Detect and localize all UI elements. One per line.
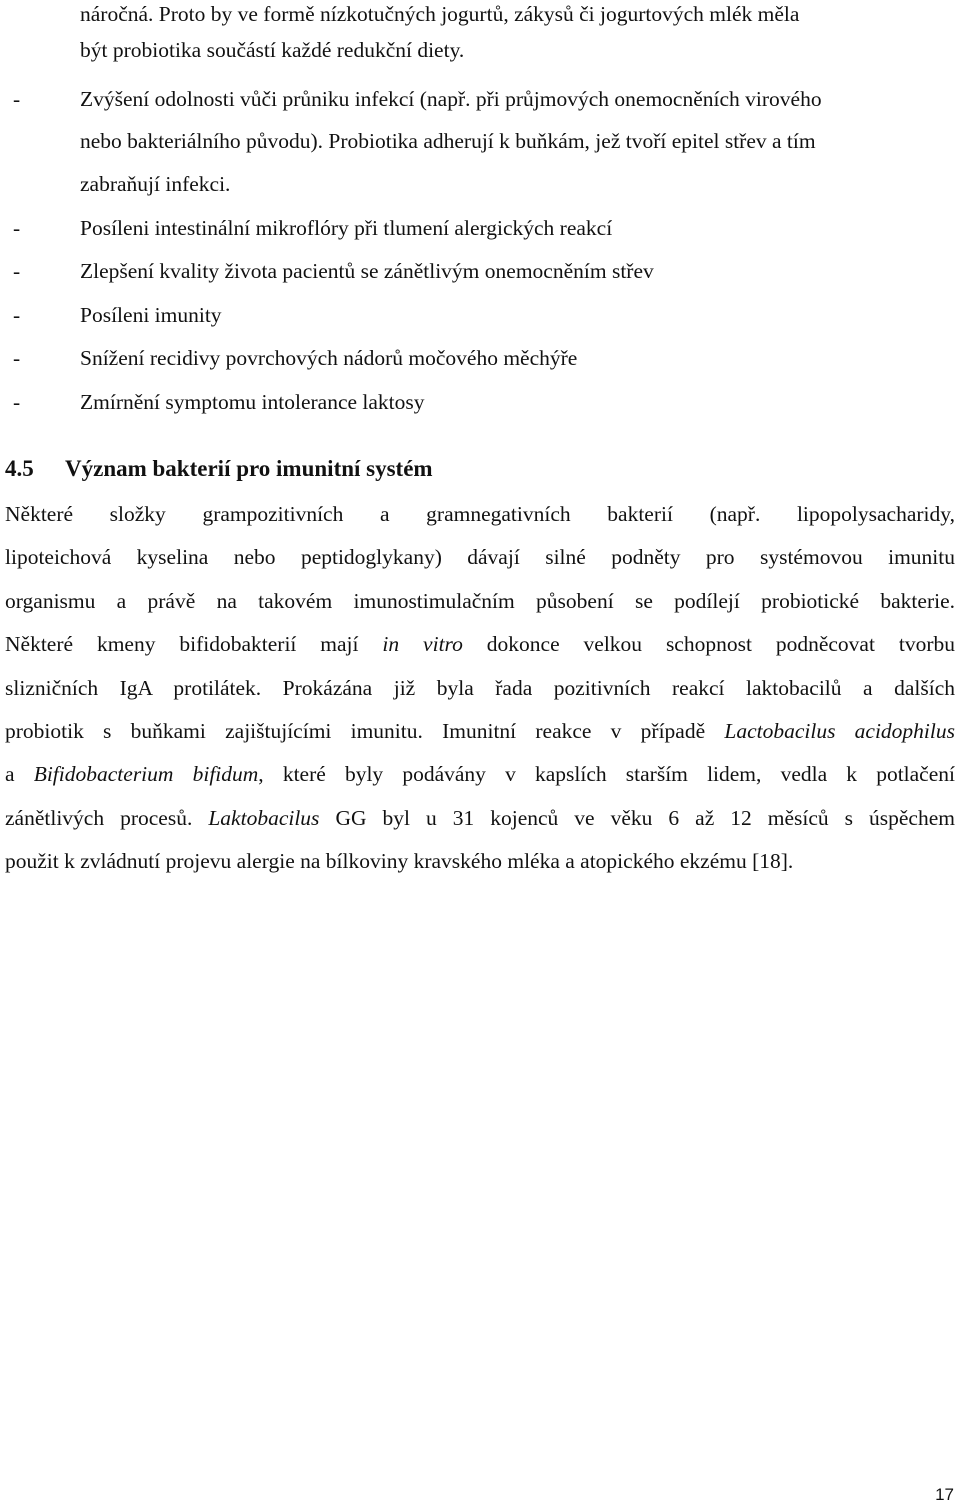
bullet-dash: - bbox=[13, 390, 21, 414]
list-item-text: Snížení recidivy povrchových nádorů močového měchýře bbox=[80, 346, 578, 370]
list-item-text: Zvýšení odolnosti vůči průniku infekcí (např. při průjmových onemocněních virového bbox=[80, 87, 822, 111]
paragraph-italic: Lactobacilus acidophilus bbox=[724, 719, 955, 743]
paragraph-text: zánětlivých procesů. bbox=[5, 806, 209, 830]
list-item-text: Zlepšení kvality života pacientů se zánětlivým onemocněním střev bbox=[80, 259, 654, 283]
paragraph-line: organismu a právě na takovém imunostimulačním působení se podílejí probiotické bakterie. bbox=[5, 589, 955, 613]
page-number: 17 bbox=[935, 1485, 954, 1504]
section-heading bbox=[5, 454, 433, 484]
bullet-dash: - bbox=[13, 303, 21, 327]
list-item-continuation: nebo bakteriálního původu). Probiotika adherují k buňkám, jež tvoří epitel střev a tím bbox=[80, 129, 816, 153]
paragraph-text: dokonce velkou schopnost podněcovat tvorbu bbox=[462, 632, 955, 656]
paragraph-text: a bbox=[5, 762, 34, 786]
bullet-dash: - bbox=[13, 259, 21, 283]
paragraph-line: lipoteichová kyselina nebo peptidoglykany) dávají silné podněty pro systémovou imunitu bbox=[5, 545, 955, 569]
continuation-line-2: být probiotika součástí každé redukční diety. bbox=[80, 38, 465, 62]
continuation-line-1: náročná. Proto by ve formě nízkotučných jogurtů, zákysů či jogurtových mlék měla bbox=[80, 2, 800, 26]
paragraph-text: Některé kmeny bifidobakterií mají bbox=[5, 632, 383, 656]
section-title: Význam bakterií pro imunitní systém bbox=[65, 456, 433, 481]
paragraph-line bbox=[5, 630, 955, 658]
paragraph-line bbox=[5, 804, 955, 832]
list-item-text: Posíleni intestinální mikroflóry při tlumení alergických reakcí bbox=[80, 216, 613, 240]
paragraph-line: použit k zvládnutí projevu alergie na bílkoviny kravského mléka a atopického ekzému [18]. bbox=[5, 849, 794, 873]
paragraph-text: probiotik s buňkami zajištujícími imunitu. Imunitní reakce v případě bbox=[5, 719, 725, 743]
paragraph-line bbox=[5, 717, 955, 745]
list-item-continuation: zabraňují infekci. bbox=[80, 172, 231, 196]
paragraph-text: GG byl u 31 kojenců ve věku 6 až 12 měsíců s úspěchem bbox=[319, 806, 955, 830]
list-item-text: Zmírnění symptomu intolerance laktosy bbox=[80, 390, 425, 414]
bullet-dash: - bbox=[13, 216, 21, 240]
paragraph-italic: Bifidobacterium bifidum bbox=[33, 762, 259, 786]
paragraph-text: , které byly podávány v kapslích starším lidem, vedla k potlačení bbox=[258, 762, 955, 786]
section-number: 4.5 bbox=[5, 456, 34, 481]
paragraph-italic: in vitro bbox=[382, 632, 463, 656]
bullet-dash: - bbox=[13, 87, 21, 111]
paragraph-italic: Laktobacilus bbox=[208, 806, 320, 830]
paragraph-line: Některé složky grampozitivních a gramnegativních bakterií (např. lipopolysacharidy, bbox=[5, 502, 955, 526]
paragraph-line bbox=[5, 760, 955, 788]
paragraph-line: slizničních IgA protilátek. Prokázána již byla řada pozitivních reakcí laktobacilů a dalších bbox=[5, 676, 955, 700]
bullet-dash: - bbox=[13, 346, 21, 370]
list-item-text: Posíleni imunity bbox=[80, 303, 222, 327]
